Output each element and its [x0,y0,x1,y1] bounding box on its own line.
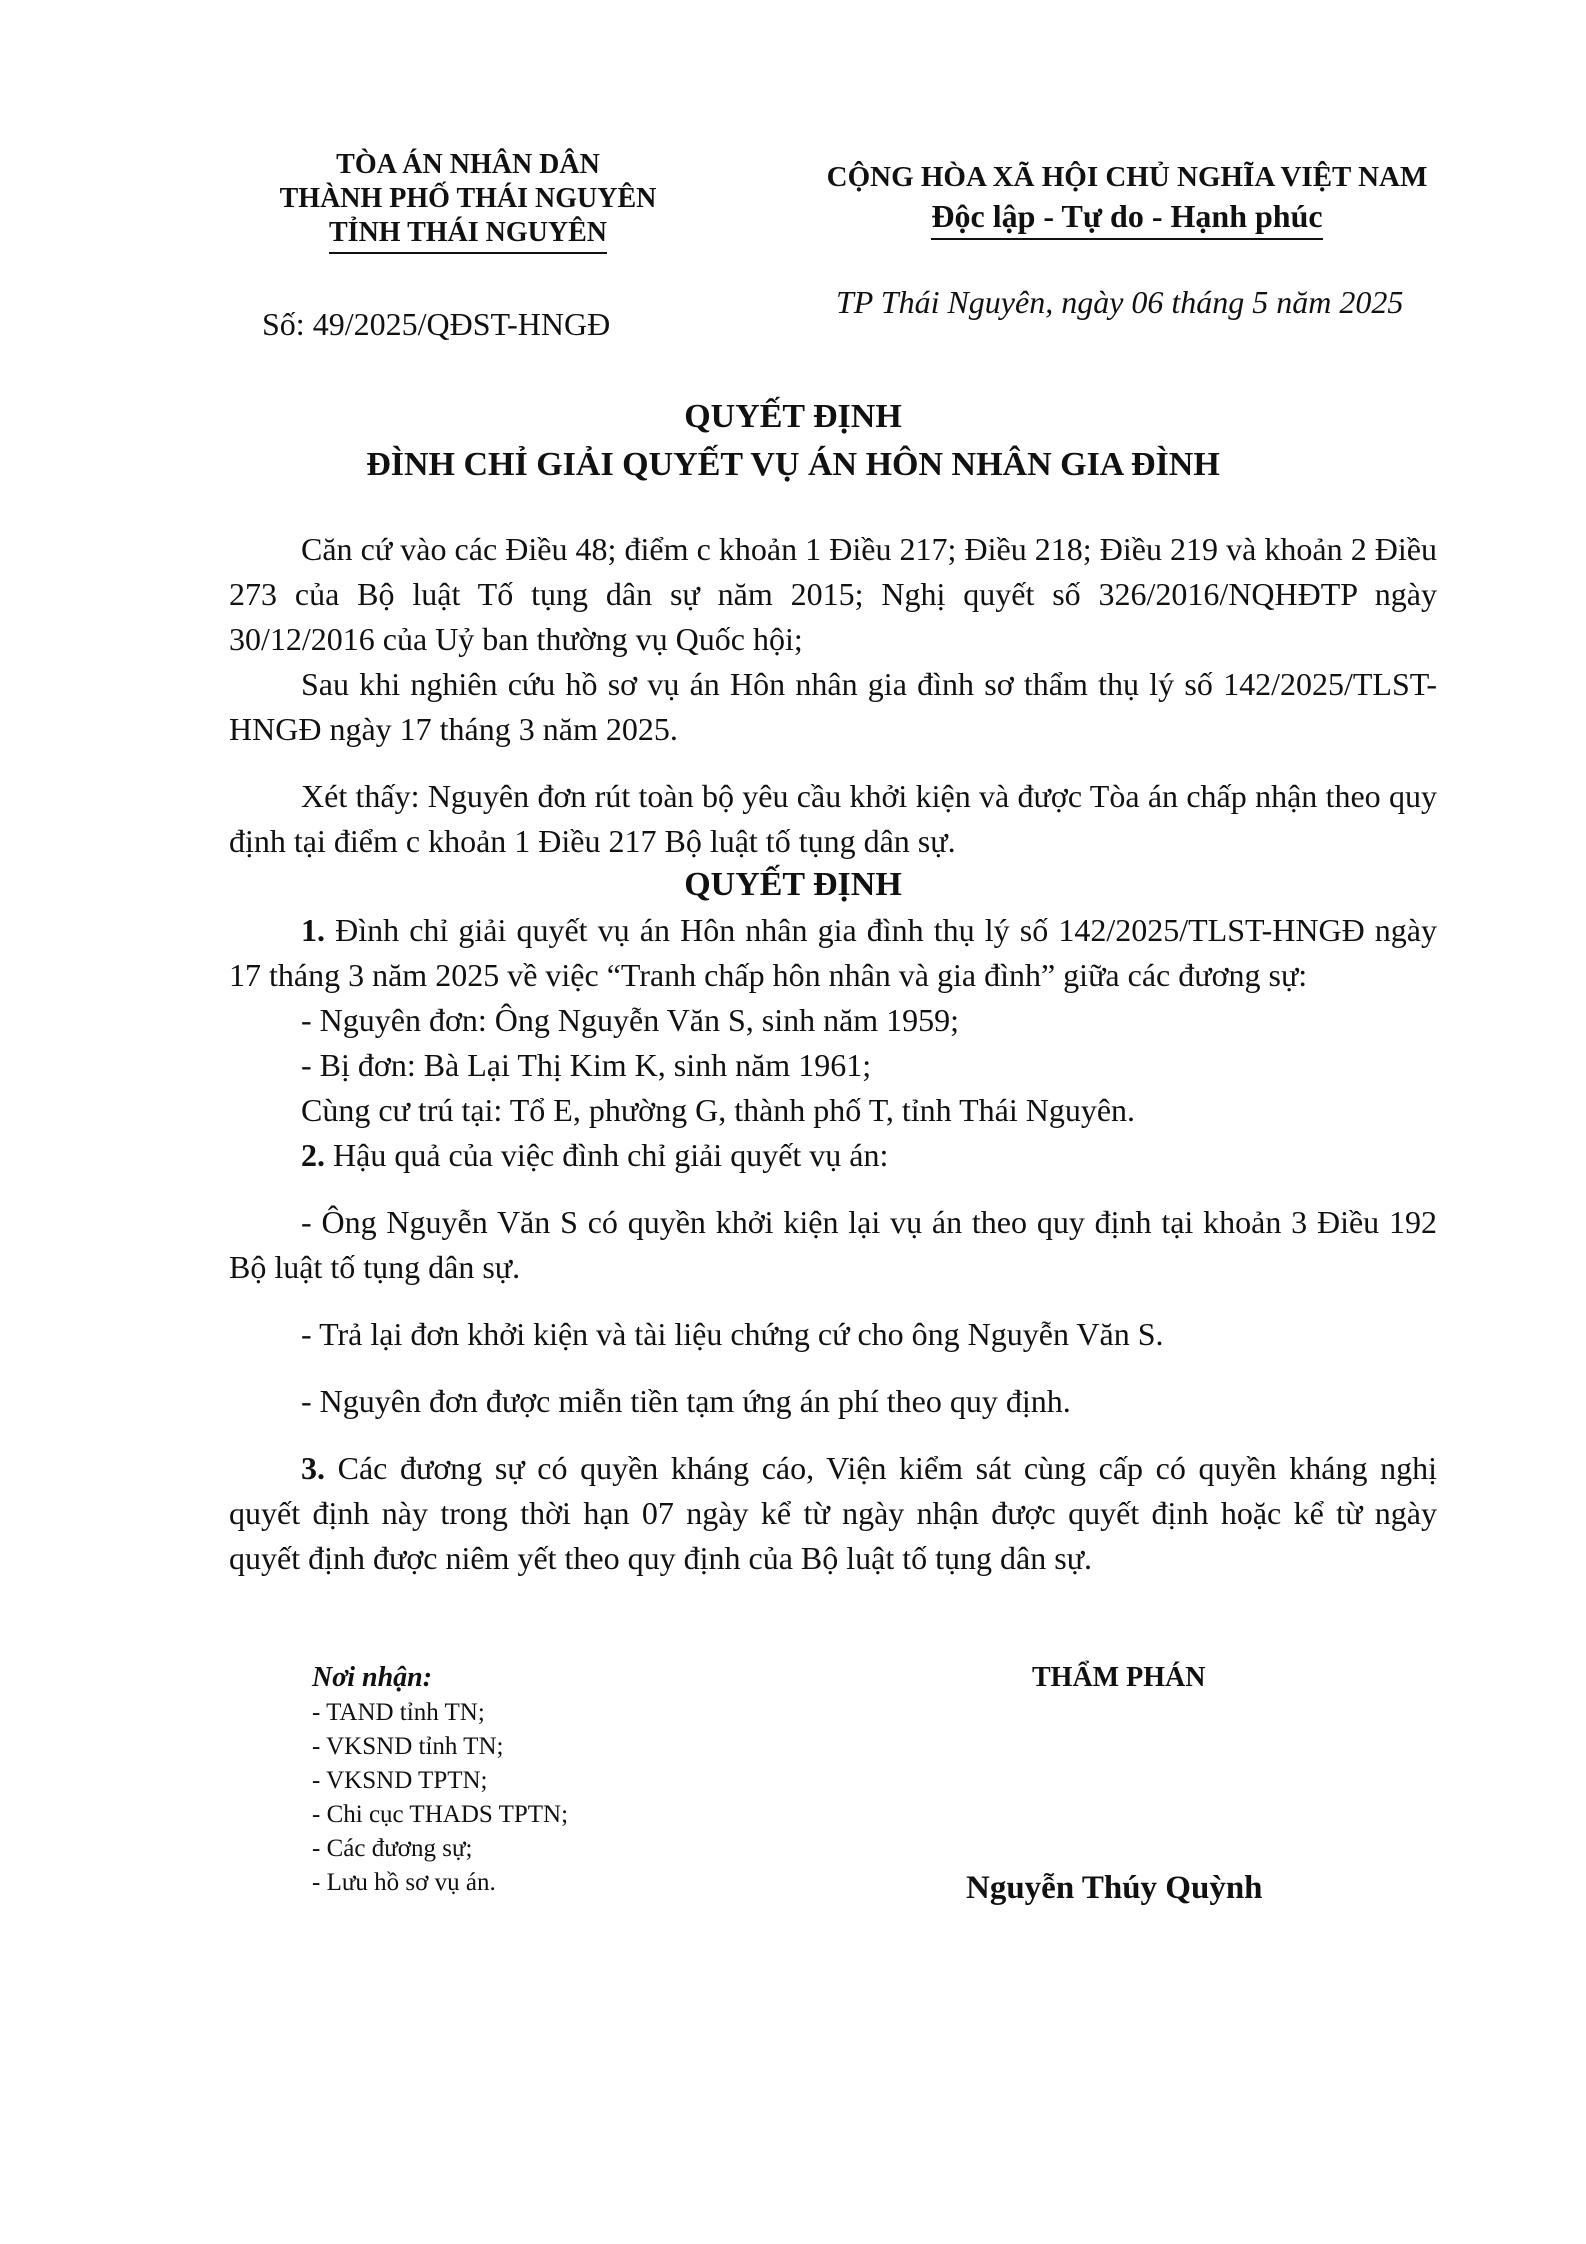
place-and-date: TP Thái Nguyên, ngày 06 tháng 5 năm 2025 [836,284,1404,320]
court-line-3: TỈNH THÁI NGUYÊN [329,216,607,254]
item-2 [229,1133,1437,1178]
recipient-item: - VKSND TPTN; [312,1767,488,1794]
item-3-number: 3. [301,1450,325,1486]
item-1-number: 1. [301,912,325,948]
recipient-item: - TAND tỉnh TN; [312,1699,485,1726]
document-title: QUYẾT ĐỊNH [684,398,902,435]
signer-name: Nguyễn Thúy Quỳnh [966,1870,1263,1906]
document-number: Số: 49/2025/QĐST-HNGĐ [262,306,611,342]
court-line-2: THÀNH PHỐ THÁI NGUYÊN [279,183,657,214]
national-motto: Độc lập - Tự do - Hạnh phúc [931,196,1322,240]
item-2-number: 2. [301,1137,325,1173]
item-1 [229,908,1437,998]
residence-line: Cùng cư trú tại: Tổ E, phường G, thành phố T, tỉnh Thái Nguyên. [301,1092,1136,1128]
recipient-item: - VKSND tỉnh TN; [312,1733,504,1760]
item-2-text: Hậu quả của việc đình chỉ giải quyết vụ án: [325,1137,889,1173]
plaintiff-line: - Nguyên đơn: Ông Nguyễn Văn S, sinh năm 1959; [301,1002,960,1038]
recipient-item: - Các đương sự; [312,1835,473,1862]
item-3-text: Các đương sự có quyền kháng cáo, Viện kiểm sát cùng cấp có quyền kháng nghị quyết định này trong thời hạn 07 ngày kể từ ngày nhận được quyết định hoặc kể từ ngày quyết định được niêm yết theo quy định của Bộ luật tố tụng dân sự. [229,1450,1437,1576]
decision-heading: QUYẾT ĐỊNH [684,866,902,903]
preamble [229,527,1437,864]
document-subtitle: ĐÌNH CHỈ GIẢI QUYẾT VỤ ÁN HÔN NHÂN GIA ĐÌNH [366,446,1220,483]
recipient-item: - Lưu hồ sơ vụ án. [312,1869,496,1896]
case-review-paragraph: Sau khi nghiên cứu hồ sơ vụ án Hôn nhân gia đình sơ thẩm thụ lý số 142/2025/TLST-HNGĐ ngày 17 tháng 3 năm 2025. [229,666,1437,747]
legal-basis-paragraph: Căn cứ vào các Điều 48; điểm c khoản 1 Điều 217; Điều 218; Điều 219 và khoản 2 Điều 273 của Bộ luật Tố tụng dân sự năm 2015; Nghị quyết số 326/2016/NQHĐTP ngày 30/12/2016 của Uỷ ban thường vụ Quốc hội; [229,531,1437,657]
recipients-block [312,1660,568,1900]
item-1-text: Đình chỉ giải quyết vụ án Hôn nhân gia đình thụ lý số 142/2025/TLST-HNGĐ ngày 17 tháng 3 năm 2025 về việc “Tranh chấp hôn nhân và gia đình” giữa các đương sự: [229,912,1437,993]
court-line-1: TÒA ÁN NHÂN DÂN [336,149,600,180]
item-3 [229,1446,1437,1581]
recipient-item: - Chi cục THADS TPTN; [312,1801,569,1828]
nation-name: CỘNG HÒA XÃ HỘI CHỦ NGHĨA VIỆT NAM [826,161,1428,193]
finding-paragraph: Xét thấy: Nguyên đơn rút toàn bộ yêu cầu khởi kiện và được Tòa án chấp nhận theo quy định tại điểm c khoản 1 Điều 217 Bộ luật tố tụng dân sự. [229,778,1437,859]
defendant-line: - Bị đơn: Bà Lại Thị Kim K, sinh năm 1961; [301,1047,872,1083]
signer-title: THẨM PHÁN [1032,1662,1206,1693]
recipients-heading: Nơi nhận: [312,1662,433,1693]
consequence-3: - Nguyên đơn được miễn tiền tạm ứng án phí theo quy định. [301,1383,1071,1419]
decision-items [229,908,1437,1581]
consequence-1: - Ông Nguyễn Văn S có quyền khởi kiện lại vụ án theo quy định tại khoản 3 Điều 192 Bộ luật tố tụng dân sự. [229,1204,1437,1285]
court-name-block [208,148,728,254]
nation-motto-block [782,158,1472,240]
consequence-2: - Trả lại đơn khởi kiện và tài liệu chứng cứ cho ông Nguyễn Văn S. [301,1316,1164,1352]
